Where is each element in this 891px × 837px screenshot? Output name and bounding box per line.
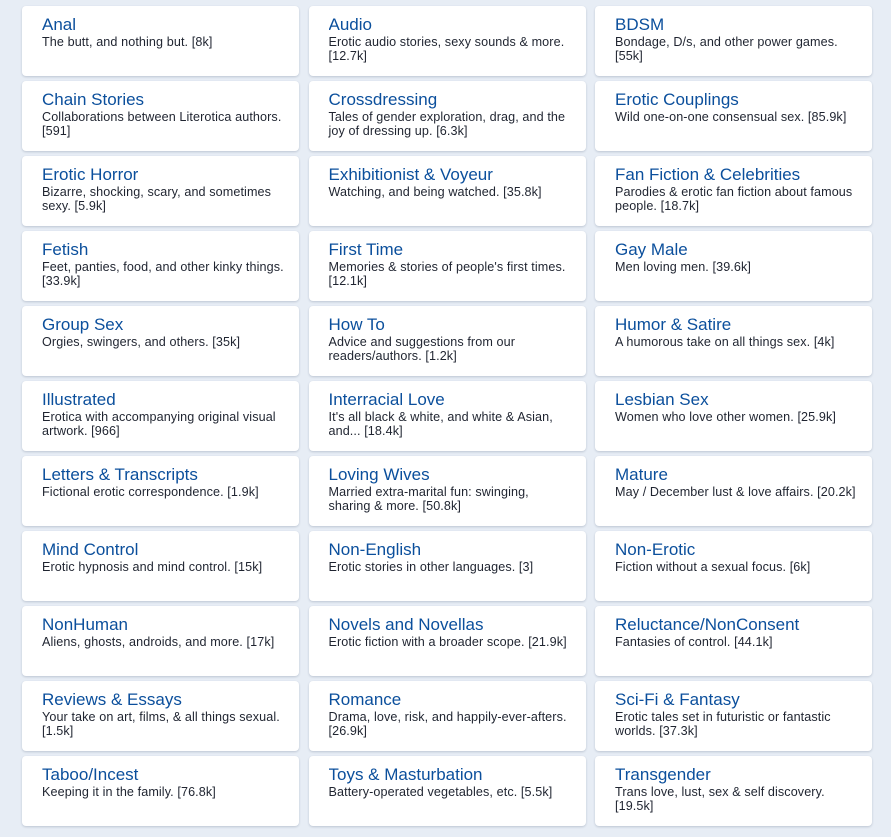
category-title-link[interactable]: Interracial Love xyxy=(328,391,445,409)
category-title-link[interactable]: Gay Male xyxy=(615,241,688,259)
category-title-link[interactable]: Lesbian Sex xyxy=(615,391,709,409)
category-title-link[interactable]: Illustrated xyxy=(42,391,116,409)
category-card-non-english[interactable] xyxy=(309,531,586,601)
category-description: Erotic stories in other languages. [3] xyxy=(328,560,534,574)
category-title-link[interactable]: NonHuman xyxy=(42,616,128,634)
category-card-fetish[interactable] xyxy=(22,231,299,301)
category-description: Wild one-on-one consensual sex. [85.9k] xyxy=(615,110,847,124)
category-description: Advice and suggestions from our readers/authors. [1.2k] xyxy=(328,335,516,363)
category-title-link[interactable]: Non-Erotic xyxy=(615,541,696,559)
category-description: Fictional erotic correspondence. [1.9k] xyxy=(42,485,259,499)
category-description: A humorous take on all things sex. [4k] xyxy=(615,335,835,349)
category-title-link[interactable]: Letters & Transcripts xyxy=(42,466,198,484)
category-grid xyxy=(22,6,872,826)
category-card-transgender[interactable] xyxy=(595,756,872,826)
category-title-link[interactable]: How To xyxy=(328,316,385,334)
category-card-reviews-and-essays[interactable] xyxy=(22,681,299,751)
category-card-erotic-horror[interactable] xyxy=(22,156,299,226)
category-card-romance[interactable] xyxy=(309,681,586,751)
category-description: Feet, panties, food, and other kinky things. [33.9k] xyxy=(42,260,284,288)
category-description: Battery-operated vegetables, etc. [5.5k] xyxy=(328,785,553,799)
category-card-mature[interactable] xyxy=(595,456,872,526)
category-title-link[interactable]: Erotic Horror xyxy=(42,166,139,184)
category-title-link[interactable]: Crossdressing xyxy=(328,91,438,109)
category-title-link[interactable]: Reviews & Essays xyxy=(42,691,182,709)
category-description: Fiction without a sexual focus. [6k] xyxy=(615,560,811,574)
category-card-fan-fiction-and-celebrities[interactable] xyxy=(595,156,872,226)
category-description: Watching, and being watched. [35.8k] xyxy=(328,185,542,199)
category-description: Trans love, lust, sex & self discovery. [19.5k] xyxy=(615,785,825,813)
category-title-link[interactable]: BDSM xyxy=(615,16,665,34)
category-title-link[interactable]: Romance xyxy=(328,691,402,709)
category-title-link[interactable]: Loving Wives xyxy=(328,466,430,484)
category-card-gay-male[interactable] xyxy=(595,231,872,301)
category-title-link[interactable]: Fan Fiction & Celebrities xyxy=(615,166,801,184)
category-description: Memories & stories of people's first times. [12.1k] xyxy=(328,260,566,288)
category-card-how-to[interactable] xyxy=(309,306,586,376)
category-card-lesbian-sex[interactable] xyxy=(595,381,872,451)
category-title-link[interactable]: Humor & Satire xyxy=(615,316,732,334)
category-card-chain-stories[interactable] xyxy=(22,81,299,151)
category-description: Aliens, ghosts, androids, and more. [17k] xyxy=(42,635,275,649)
category-title-link[interactable]: Taboo/Incest xyxy=(42,766,139,784)
category-title-link[interactable]: Chain Stories xyxy=(42,91,145,109)
category-title-link[interactable]: Exhibitionist & Voyeur xyxy=(328,166,493,184)
category-description: Erotica with accompanying original visual artwork. [966] xyxy=(42,410,276,438)
category-title-link[interactable]: Fetish xyxy=(42,241,89,259)
category-description: It's all black & white, and white & Asian, and... [18.4k] xyxy=(328,410,553,438)
category-description: Drama, love, risk, and happily-ever-afters. [26.9k] xyxy=(328,710,567,738)
category-card-novels-and-novellas[interactable] xyxy=(309,606,586,676)
category-description: Tales of gender exploration, drag, and the joy of dressing up. [6.3k] xyxy=(328,110,566,138)
category-title-link[interactable]: Toys & Masturbation xyxy=(328,766,483,784)
category-description: Your take on art, films, & all things sexual. [1.5k] xyxy=(42,710,280,738)
category-card-first-time[interactable] xyxy=(309,231,586,301)
category-card-humor-and-satire[interactable] xyxy=(595,306,872,376)
category-title-link[interactable]: Mind Control xyxy=(42,541,139,559)
category-title-link[interactable]: Audio xyxy=(328,16,372,34)
category-description: Married extra-marital fun: swinging, sharing & more. [50.8k] xyxy=(328,485,529,513)
category-title-link[interactable]: Reluctance/NonConsent xyxy=(615,616,800,634)
category-title-link[interactable]: Sci-Fi & Fantasy xyxy=(615,691,740,709)
category-title-link[interactable]: Non-English xyxy=(328,541,422,559)
category-description: May / December lust & love affairs. [20.2k] xyxy=(615,485,856,499)
category-title-link[interactable]: Mature xyxy=(615,466,668,484)
category-description: Fantasies of control. [44.1k] xyxy=(615,635,773,649)
category-card-illustrated[interactable] xyxy=(22,381,299,451)
category-description: Erotic audio stories, sexy sounds & more. [12.7k] xyxy=(328,35,565,63)
category-title-link[interactable]: Novels and Novellas xyxy=(328,616,484,634)
category-description: Collaborations between Literotica authors. [591] xyxy=(42,110,282,138)
category-card-letters-and-transcripts[interactable] xyxy=(22,456,299,526)
category-card-anal[interactable] xyxy=(22,6,299,76)
category-description: Men loving men. [39.6k] xyxy=(615,260,752,274)
category-title-link[interactable]: Erotic Couplings xyxy=(615,91,739,109)
category-card-audio[interactable] xyxy=(309,6,586,76)
category-card-group-sex[interactable] xyxy=(22,306,299,376)
category-title-link[interactable]: Transgender xyxy=(615,766,711,784)
category-description: Erotic hypnosis and mind control. [15k] xyxy=(42,560,263,574)
category-card-nonhuman[interactable] xyxy=(22,606,299,676)
category-description: Women who love other women. [25.9k] xyxy=(615,410,836,424)
category-card-taboo-incest[interactable] xyxy=(22,756,299,826)
category-card-sci-fi-and-fantasy[interactable] xyxy=(595,681,872,751)
category-description: Keeping it in the family. [76.8k] xyxy=(42,785,216,799)
category-card-loving-wives[interactable] xyxy=(309,456,586,526)
category-description: Bizarre, shocking, scary, and sometimes sexy. [5.9k] xyxy=(42,185,272,213)
category-title-link[interactable]: Anal xyxy=(42,16,77,34)
category-description: The butt, and nothing but. [8k] xyxy=(42,35,213,49)
category-card-non-erotic[interactable] xyxy=(595,531,872,601)
category-card-mind-control[interactable] xyxy=(22,531,299,601)
category-description: Erotic tales set in futuristic or fantastic worlds. [37.3k] xyxy=(615,710,831,738)
category-description: Orgies, swingers, and others. [35k] xyxy=(42,335,241,349)
category-description: Bondage, D/s, and other power games. [55k] xyxy=(615,35,838,63)
category-title-link[interactable]: Group Sex xyxy=(42,316,124,334)
category-card-erotic-couplings[interactable] xyxy=(595,81,872,151)
category-card-exhibitionist-and-voyeur[interactable] xyxy=(309,156,586,226)
category-description: Parodies & erotic fan fiction about famous people. [18.7k] xyxy=(615,185,853,213)
category-card-toys-and-masturbation[interactable] xyxy=(309,756,586,826)
category-card-crossdressing[interactable] xyxy=(309,81,586,151)
category-description: Erotic fiction with a broader scope. [21.9k] xyxy=(328,635,567,649)
category-card-interracial-love[interactable] xyxy=(309,381,586,451)
category-card-reluctance-nonconsent[interactable] xyxy=(595,606,872,676)
category-card-bdsm[interactable] xyxy=(595,6,872,76)
category-title-link[interactable]: First Time xyxy=(328,241,404,259)
